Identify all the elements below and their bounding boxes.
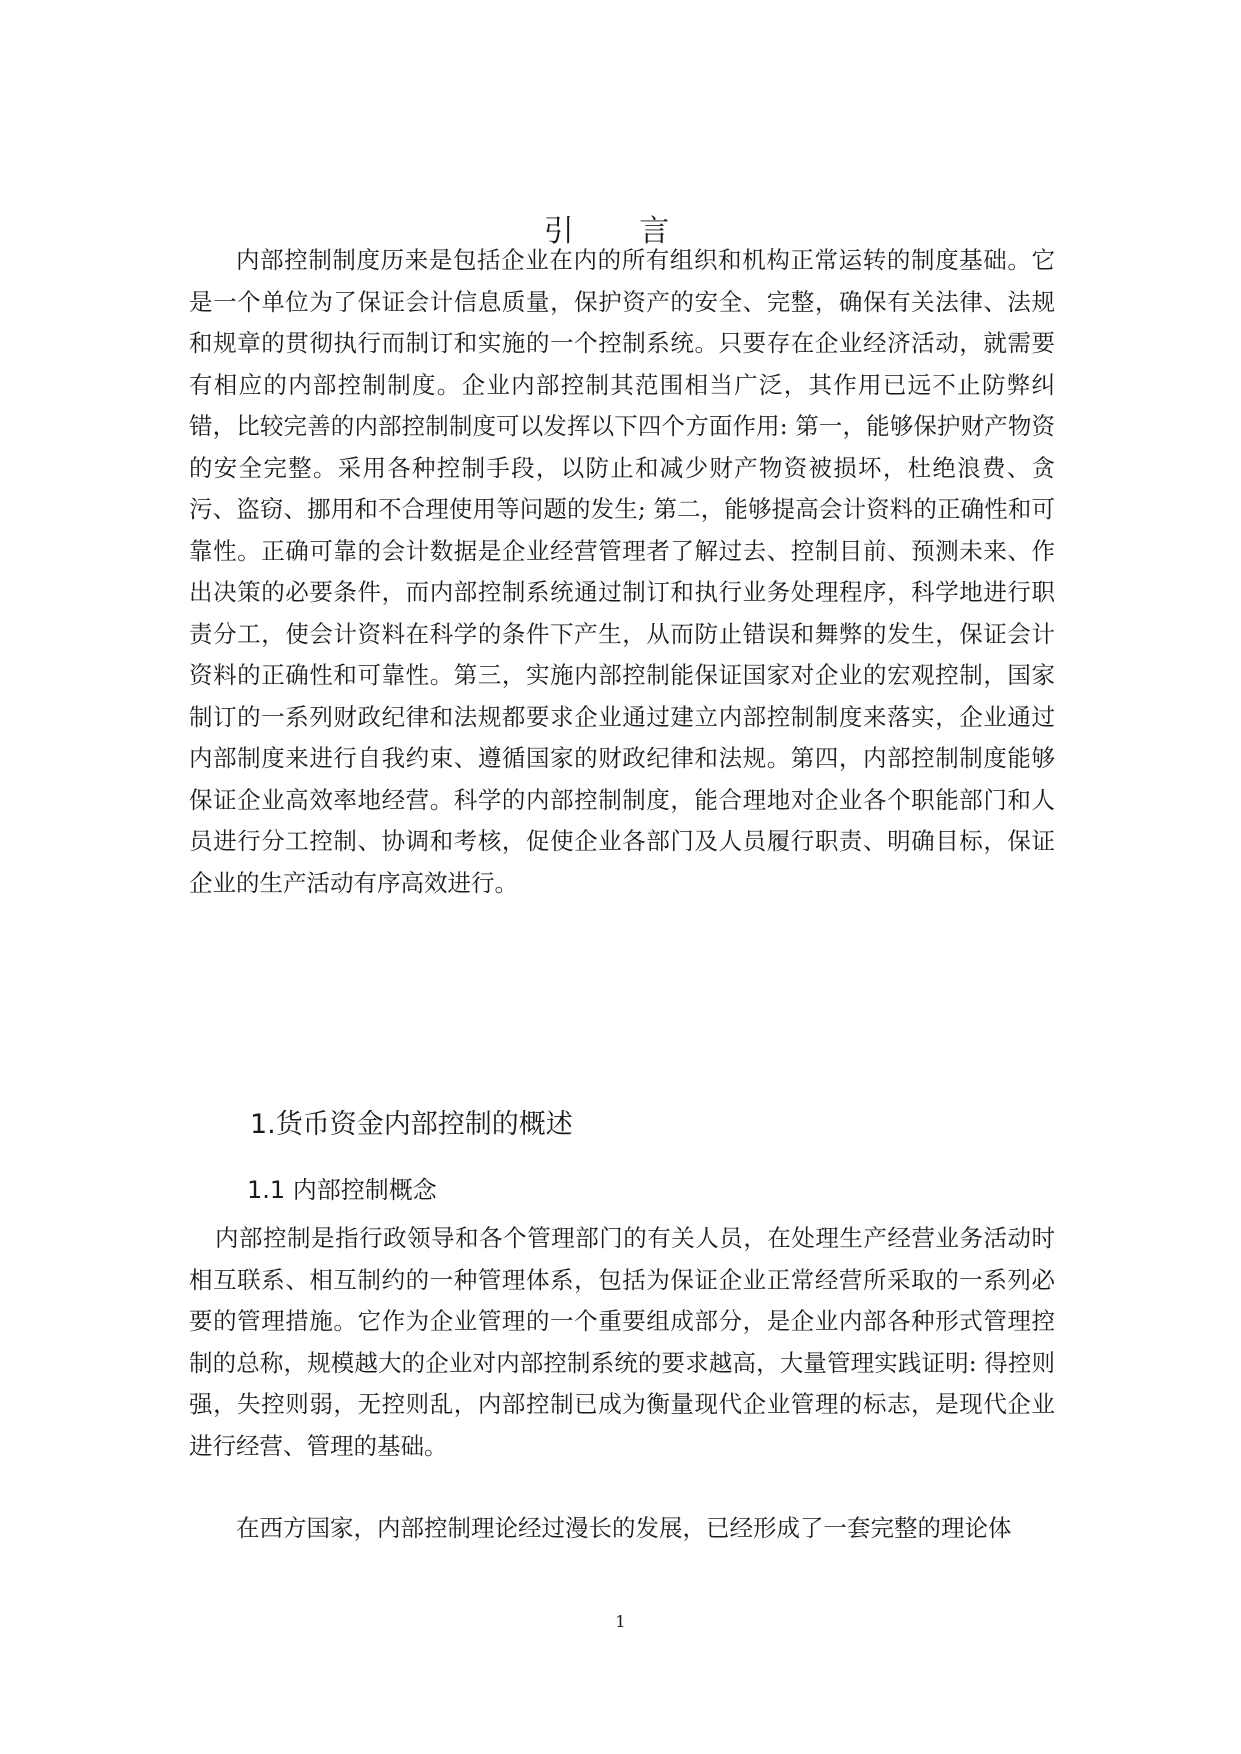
page-title: 引 言 <box>543 214 698 249</box>
subsection-heading: 1.1 内部控制概念 <box>247 1176 437 1204</box>
section-heading: 1.货币资金内部控制的概述 <box>250 1109 573 1140</box>
intro-paragraph: 内部控制制度历来是包括企业在内的所有组织和机构正常运转的制度基础。它是一个单位为了保证会计信息质量，保护资产的安全、完整，确保有关法律、法规和规章的贯彻执行而制订和实施的一个控制系统。只要存在企业经济活动，就需要有相应的内部控制制度。企业内部控制其范围相当广泛，其作用已远不止防弊纠错，比较完善的内部控制制度可以发挥以下四个方面作用: 第一，能够保护财产物资的安全完整。采用各种控制手段，以防止和减少财产物资被损坏，杜绝浪费、贪污、盗窃、挪用和不合理使用等问题的发生; 第二，能够提高会计资料的正确性和可靠性。正确可靠的会计数据是企业经营管理者了解过去、控制目前、预测未来、作出决策的必要条件，而内部控制系统通过制订和执行业务处理程序，科学地进行职责分工，使会计资料在科学的条件下产生，从而防止错误和舞弊的发生，保证会计资料的正确性和可靠性。第三，实施内部控制能保证国家对企业的宏观控制，国家制订的一系列财政纪律和法规都要求企业通过建立内部控制制度来落实，企业通过内部制度来进行自我约束、遵循国家的财政纪律和法规。第四，内部控制制度能够保证企业高效率地经营。科学的内部控制制度，能合理地对企业各个职能部门和人员进行分工控制、协调和考核，促使企业各部门及人员履行职责、明确目标，保证企业的生产活动有序高效进行。 <box>189 246 1055 897</box>
concept-paragraph: 内部控制是指行政领导和各个管理部门的有关人员，在处理生产经营业务活动时相互联系、相互制约的一种管理体系，包括为保证企业正常经营所采取的一系列必要的管理措施。它作为企业管理的一个重要组成部分，是企业内部各种形式管理控制的总称，规模越大的企业对内部控制系统的要求越高，大量管理实践证明: 得控则强，失控则弱，无控则乱，内部控制已成为衡量现代企业管理的标志，是现代企业进行经营、管理的基础。 <box>189 1224 1055 1460</box>
page-number: 1 <box>615 1612 626 1631</box>
western-paragraph: 在西方国家，内部控制理论经过漫长的发展，已经形成了一套完整的理论体 <box>236 1514 1012 1542</box>
